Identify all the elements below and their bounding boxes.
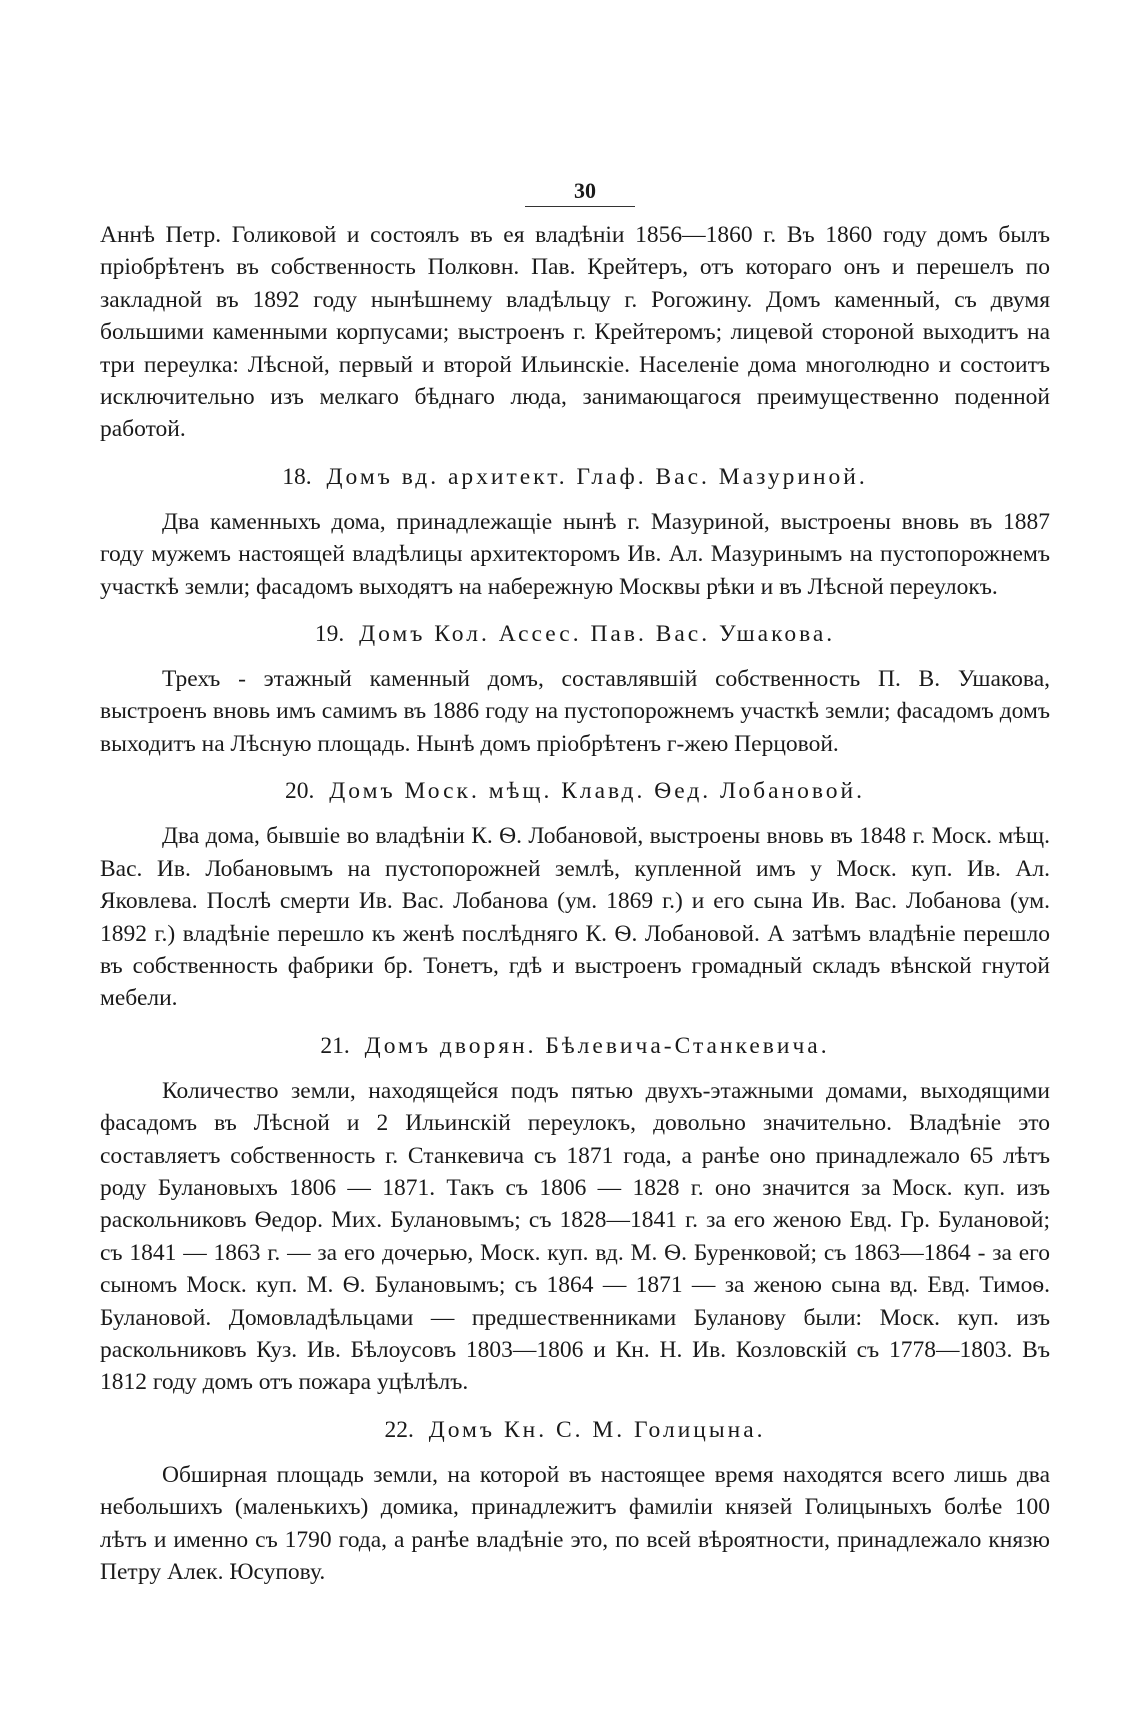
section-22 [100, 1413, 1050, 1589]
section-title: Домъ вд. архитект. Глаф. Вас. Мазуриной. [326, 463, 868, 490]
section-title: Домъ Кол. Ассес. Пав. Вас. Ушакова. [359, 621, 836, 648]
section-number: 21. [320, 1032, 350, 1059]
section-number: 22. [384, 1416, 414, 1443]
section-title: Домъ Моск. мѣщ. Клавд. Ѳед. Лобановой. [329, 778, 865, 805]
section-20 [100, 774, 1050, 1014]
section-number: 20. [285, 778, 315, 805]
section-text: Два каменныхъ дома, принадлежащіе нынѣ г. Мазуриной, выстроены вновь въ 1887 году мужемъ настоящей владѣлицы архитекторомъ Ив. Ал. Мазуринымъ на пустопорожнемъ участкѣ земли; фасадомъ выходятъ на набережную Москвы рѣки и въ Лѣсной переулокъ. [100, 508, 1050, 600]
page-number: 30 [574, 178, 596, 203]
section-number: 18. [282, 463, 312, 490]
section-title: Домъ дворян. Бѣлевича-Станкевича. [364, 1032, 830, 1059]
section-18 [100, 460, 1050, 603]
section-number: 19. [314, 621, 345, 648]
section-title: Домъ Кн. С. М. Голицына. [428, 1416, 766, 1443]
section-text: Два дома, бывшіе во владѣніи К. Ѳ. Лобановой, выстроены вновь въ 1848 г. Моск. мѣщ. Вас. Ив. Лобановымъ на пустопорожней землѣ, купленной имъ у Моск. куп. Ив. Ал. Яковлева. Послѣ смерти Ив. Вас. Лобанова (ум. 1869 г.) и его сына Ив. Вас. Лобанова (ум. 1892 г.) владѣніе перешло къ женѣ послѣдняго К. Ѳ. Лобановой. А затѣмъ владѣніе перешло въ собственность фабрики бр. Тонетъ, гдѣ и выстроенъ громадный складъ вѣнской гнутой мебели. [100, 823, 1050, 1012]
section-text: Трехъ - этажный каменный домъ, составлявшій собственность П. В. Ушакова, выстроенъ вновь имъ самимъ въ 1886 году на пустопорожнемъ участкѣ земли; фасадомъ домъ выходитъ на Лѣсную площадь. Нынѣ домъ пріобрѣтенъ г-жею Перцовой. [100, 666, 1050, 757]
section-heading [100, 1029, 1050, 1063]
intro-paragraph: Аннѣ Петр. Голиковой и состоялъ въ ея владѣніи 1856—1860 г. Въ 1860 году домъ былъ пріобрѣтенъ въ собственность Полковн. Пав. Крейтеръ, отъ котораго онъ и перешелъ по закладной въ 1892 году нынѣшнему владѣльцу г. Рогожину. Домъ каменный, съ двумя большими каменными корпусами; выстроенъ г. Крейтеромъ; лицевой стороной выходитъ на три переулка: Лѣсной, первый и второй Ильинскіе. Населеніе дома многолюдно и состоитъ исключительно изъ мелкаго бѣднаго люда, занимающагося преимущественно поденной работой. [100, 222, 1050, 443]
section-heading [100, 460, 1050, 494]
document-page [100, 178, 1050, 1588]
section-heading [100, 774, 1050, 808]
section-heading [100, 1413, 1050, 1447]
section-text: Количество земли, находящейся подъ пятью двухъ-этажными домами, выходящими фасадомъ въ Лѣсной и 2 Ильинскій переулокъ, довольно значительно. Владѣніе это составляетъ собственность г. Станкевича съ 1871 года, а ранѣе оно принадлежало 65 лѣтъ роду Булановыхъ 1806 — 1871. Такъ съ 1806 — 1828 г. оно значится за Моск. куп. изъ раскольниковъ Ѳедор. Мих. Булановымъ; съ 1828—1841 г. за его женою Евд. Гр. Булановой; съ 1841 — 1863 г. — за его дочерью, Моск. куп. вд. М. Ѳ. Буренковой; съ 1863—1864 - за его сыномъ Моск. куп. М. Ѳ. Булановымъ; съ 1864 — 1871 — за женою сына вд. Евд. Тимоѳ. Булановой. Домовладѣльцами — предшественниками Буланову были: Моск. куп. изъ раскольниковъ Куз. Ив. Бѣлоусовъ 1803—1806 и Кн. Н. Ив. Козловскій съ 1778—1803. Въ 1812 году домъ отъ пожара уцѣлѣлъ. [100, 1077, 1050, 1396]
page-number-rule [525, 206, 635, 207]
section-19 [100, 617, 1050, 760]
section-21 [100, 1029, 1050, 1399]
section-text: Обширная площадь земли, на которой въ настоящее время находятся всего лишь два небольшихъ (маленькихъ) домика, принадлежитъ фамиліи князей Голицыныхъ болѣе 100 лѣтъ и именно съ 1790 года, а ранѣе владѣніе это, по всей вѣроятности, принадлежало князю Петру Алек. Юсупову. [100, 1461, 1050, 1585]
section-heading [100, 617, 1050, 651]
